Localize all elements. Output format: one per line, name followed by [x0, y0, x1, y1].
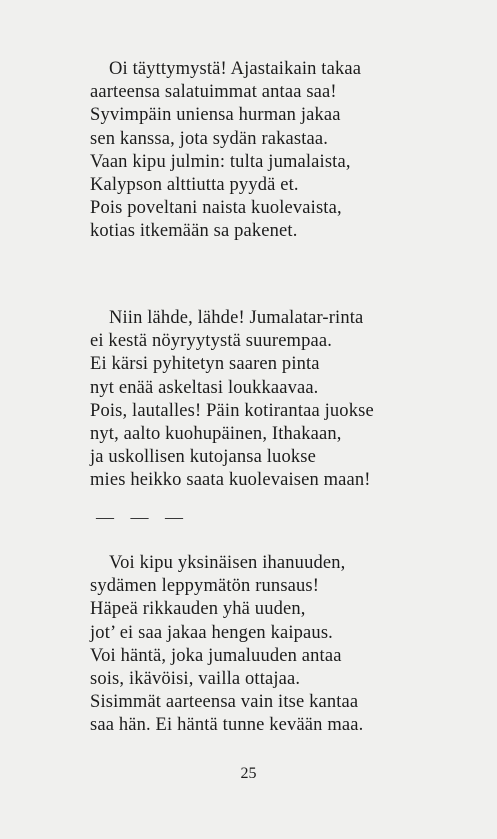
poem-line: kotias itkemään sa pakenet. [90, 221, 298, 242]
poem-line: Kalypson alttiutta pyydä et. [90, 175, 299, 196]
poem-line: Niin lähde, lähde! Jumalatar-rinta [109, 308, 364, 328]
poem-line: Syvimpäin uniensa hurman jakaa [90, 105, 341, 126]
poem-line: sois, ikävöisi, vailla ottajaa. [90, 669, 301, 690]
poem-line: Pois poveltani naista kuolevaista, [90, 198, 342, 219]
poem-line: Pois, lautalles! Päin kotirantaa juokse [90, 400, 374, 421]
poem-line: saa hän. Ei häntä tunne kevään maa. [90, 715, 364, 736]
poem-line: sydämen leppymätön runsaus! [90, 576, 320, 597]
poem-line: Oi täyttymystä! Ajastaikain takaa [109, 59, 362, 79]
poem-line: sen kanssa, jota sydän rakastaa. [90, 128, 329, 149]
poem-line: ei kestä nöyryytystä suurempaa. [90, 331, 332, 352]
poem-line: Sisimmät aarteensa vain itse kantaa [90, 692, 359, 713]
poem-line: nyt enää askeltasi loukkaavaa. [90, 377, 319, 398]
poem-line: Vaan kipu julmin: tulta jumalaista, [90, 151, 351, 172]
poem-line: Häpeä rikkauden yhä uuden, [90, 599, 306, 620]
poem-line: mies heikko saata kuolevaisen maan! [90, 470, 371, 491]
poem-line: Voi kipu yksinäisen ihanuuden, [109, 553, 346, 573]
page-number: 25 [240, 765, 257, 782]
poem-line: Ei kärsi pyhitetyn saaren pinta [90, 354, 320, 375]
poem-line: nyt, aalto kuohupäinen, Ithakaan, [90, 424, 342, 445]
poem-stanza-3 [90, 552, 430, 738]
poem-line: aarteensa salatuimmat antaa saa! [90, 82, 337, 103]
section-separator: — — — [96, 507, 189, 527]
poem-stanza-2 [90, 307, 430, 493]
poem-line: jot’ ei saa jakaa hengen kaipaus. [90, 622, 333, 643]
poem-line: Voi häntä, joka jumaluuden antaa [90, 645, 342, 666]
poem-stanza-1 [90, 58, 430, 244]
poem-line: ja uskollisen kutojansa luokse [90, 447, 316, 468]
